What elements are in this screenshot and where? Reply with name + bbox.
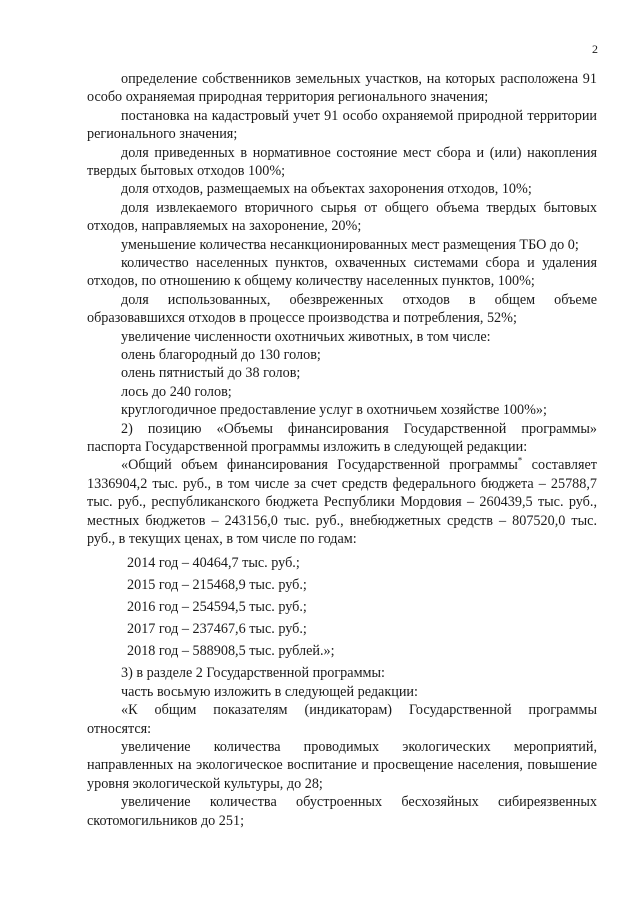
paragraph-hunting-services: круглогодичное предоставление услуг в охотничьем хозяйстве 100%»; [121,402,547,419]
paragraph-settlements: количество населенных пунктов, охваченных системами сбора и удаления отходов, по отношению к общему количеству населенных пунктов, 100%; [87,255,597,290]
footnote-mark: * [517,455,523,466]
paragraph-hunting-animals: увеличение численности охотничьих животных, в том числе: [121,328,491,345]
financing-text-start: «Общий объем финансирования Государственной программы [121,457,518,474]
paragraph-waste-sites: доля приведенных в нормативное состояние мест сбора и (или) накопления твердых бытовых отходов 100%; [87,144,597,180]
year-2017: 2017 год – 237467,6 тыс. руб.; [127,621,307,638]
paragraph-financing-total [87,456,597,548]
paragraph-owners: определение собственников земельных участков, на которых расположена 91 особо охраняемая природная территория регионального значения; [87,71,597,106]
paragraph-anthrax-sites: увеличение количества обустроенных бесхозяйных сибиреязвенных скотомогильников до 251; [87,794,597,829]
paragraph-part-eight: часть восьмую изложить в следующей редакции: [121,683,418,700]
financing-text-rest: составляет 1336904,2 тыс. руб., в том числе за счет средств федерального бюджета – 25788,7 тыс. руб., республиканского бюджета Республики Мордовия – 260439,5 тыс. руб., местных бюджетов – 243156,0 тыс. руб., внебюджетных средств – 807520,0 тыс. руб., в текущих ценах, в том числе по годам: [87,457,598,548]
paragraph-landfill-share: доля отходов, размещаемых на объектах захоронения отходов, 10%; [121,181,532,198]
paragraph-financing-position: 2) позицию «Объемы финансирования Государственной программы» паспорта Государственной программы изложить в следующей редакции: [87,420,597,456]
page-number: 2 [592,42,598,56]
paragraph-eco-events: увеличение количества проводимых экологических мероприятий, направленных на экологическое воспитание и просвещение населения, повышение уровня экологической культуры, до 28; [87,739,597,792]
document-body [87,70,597,830]
paragraph-section-2: 3) в разделе 2 Государственной программы: [121,665,385,682]
paragraph-unauthorized-sites: уменьшение количества несанкционированных мест размещения ТБО до 0; [121,236,579,253]
paragraph-recyclables: доля извлекаемого вторичного сырья от общего объема твердых бытовых отходов, направляемых на захоронение, 20%; [87,199,597,235]
paragraph-sika-deer: олень пятнистый до 38 голов; [121,365,301,382]
year-2018: 2018 год – 588908,5 тыс. рублей.»; [127,643,335,660]
paragraph-red-deer: олень благородный до 130 голов; [121,347,321,364]
paragraph-cadastral: постановка на кадастровый учет 91 особо охраняемой природной территории регионального значения; [87,107,597,143]
year-2015: 2015 год – 215468,9 тыс. руб.; [127,577,307,594]
paragraph-indicators-intro: «К общим показателям (индикаторам) Государственной программы относятся: [87,702,597,737]
year-2014: 2014 год – 40464,7 тыс. руб.; [127,555,300,572]
year-2016: 2016 год – 254594,5 тыс. руб.; [127,599,307,616]
paragraph-moose: лось до 240 голов; [121,383,232,400]
paragraph-used-waste: доля использованных, обезвреженных отходов в общем объеме образовавшихся отходов в процессе производства и потребления, 52%; [87,291,597,327]
